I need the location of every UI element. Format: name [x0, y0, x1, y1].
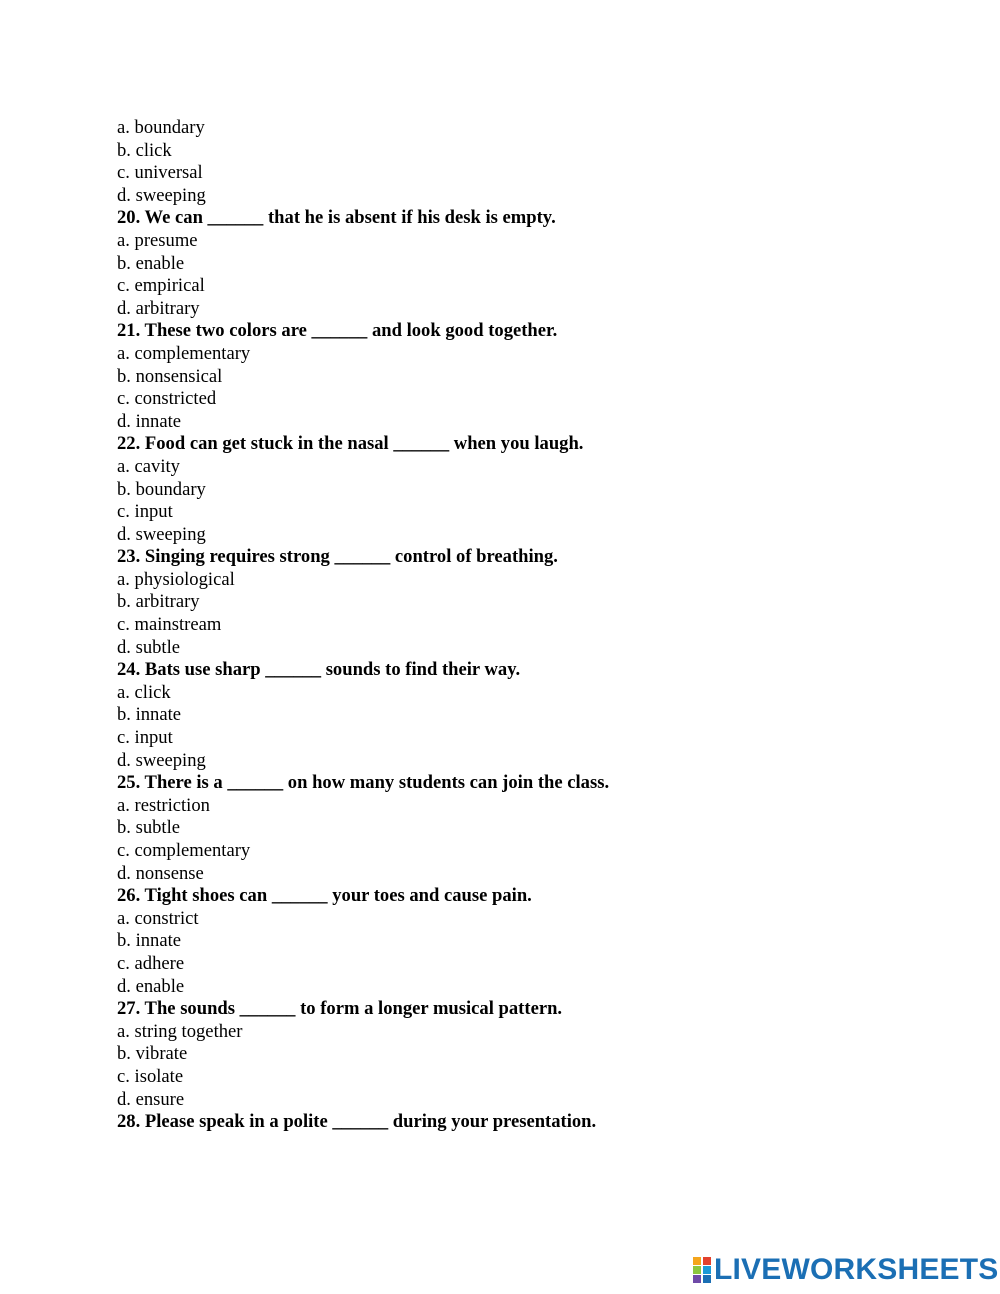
answer-option: c. mainstream [117, 614, 222, 636]
answer-option: d. arbitrary [117, 297, 200, 319]
answer-option: b. enable [117, 252, 185, 274]
answer-option: a. complementary [117, 342, 251, 364]
answer-option: c. isolate [117, 1065, 184, 1087]
answer-option: c. universal [117, 162, 203, 184]
answer-option: a. physiological [117, 568, 235, 590]
answer-option: d. subtle [117, 636, 181, 658]
answer-option: a. restriction [117, 794, 210, 816]
answer-option: a. boundary [117, 117, 205, 138]
answer-option: b. nonsensical [117, 365, 223, 387]
worksheet-content [117, 117, 897, 1134]
answer-option: d. sweeping [117, 523, 206, 545]
answer-option: b. vibrate [117, 1043, 188, 1065]
liveworksheets-logo [693, 1254, 999, 1286]
answer-option: a. constrict [117, 907, 199, 929]
answer-option: d. sweeping [117, 184, 206, 206]
answer-option: a. presume [117, 229, 198, 251]
answer-option: b. innate [117, 930, 182, 952]
answer-option: b. innate [117, 704, 182, 726]
answer-option: b. arbitrary [117, 591, 200, 613]
answer-option: c. adhere [117, 952, 185, 974]
answer-option: c. constricted [117, 388, 217, 410]
question-text: 26. Tight shoes can ______ your toes and cause pain. [117, 885, 532, 907]
answer-option: d. nonsense [117, 862, 204, 884]
answer-option: c. input [117, 501, 173, 523]
question-text: 22. Food can get stuck in the nasal ______ when you laugh. [117, 433, 584, 455]
answer-option: b. boundary [117, 478, 206, 500]
answer-option: d. enable [117, 975, 185, 997]
answer-option: a. cavity [117, 455, 180, 477]
answer-option: b. subtle [117, 817, 181, 839]
answer-option: d. ensure [117, 1088, 185, 1110]
question-text: 27. The sounds ______ to form a longer musical pattern. [117, 998, 563, 1020]
question-text: 20. We can ______ that he is absent if his desk is empty. [117, 207, 556, 229]
logo-text: LIVEWORKSHEETS [714, 1253, 999, 1286]
liveworksheets-logo-icon [693, 1257, 711, 1283]
answer-option: c. complementary [117, 840, 251, 861]
question-text: 23. Singing requires strong ______ control of breathing. [117, 546, 558, 568]
question-text: 28. Please speak in a polite ______ during your presentation. [117, 1111, 597, 1133]
answer-option: d. sweeping [117, 749, 206, 771]
answer-option: a. click [117, 681, 171, 703]
answer-option: d. innate [117, 410, 182, 432]
question-text: 25. There is a ______ on how many students can join the class. [117, 772, 610, 794]
question-text: 21. These two colors are ______ and look good together. [117, 320, 558, 342]
answer-option: b. click [117, 139, 172, 161]
answer-option: c. input [117, 727, 173, 749]
answer-option: c. empirical [117, 275, 205, 297]
answer-option: a. string together [117, 1020, 243, 1042]
question-text: 24. Bats use sharp ______ sounds to find their way. [117, 659, 521, 681]
